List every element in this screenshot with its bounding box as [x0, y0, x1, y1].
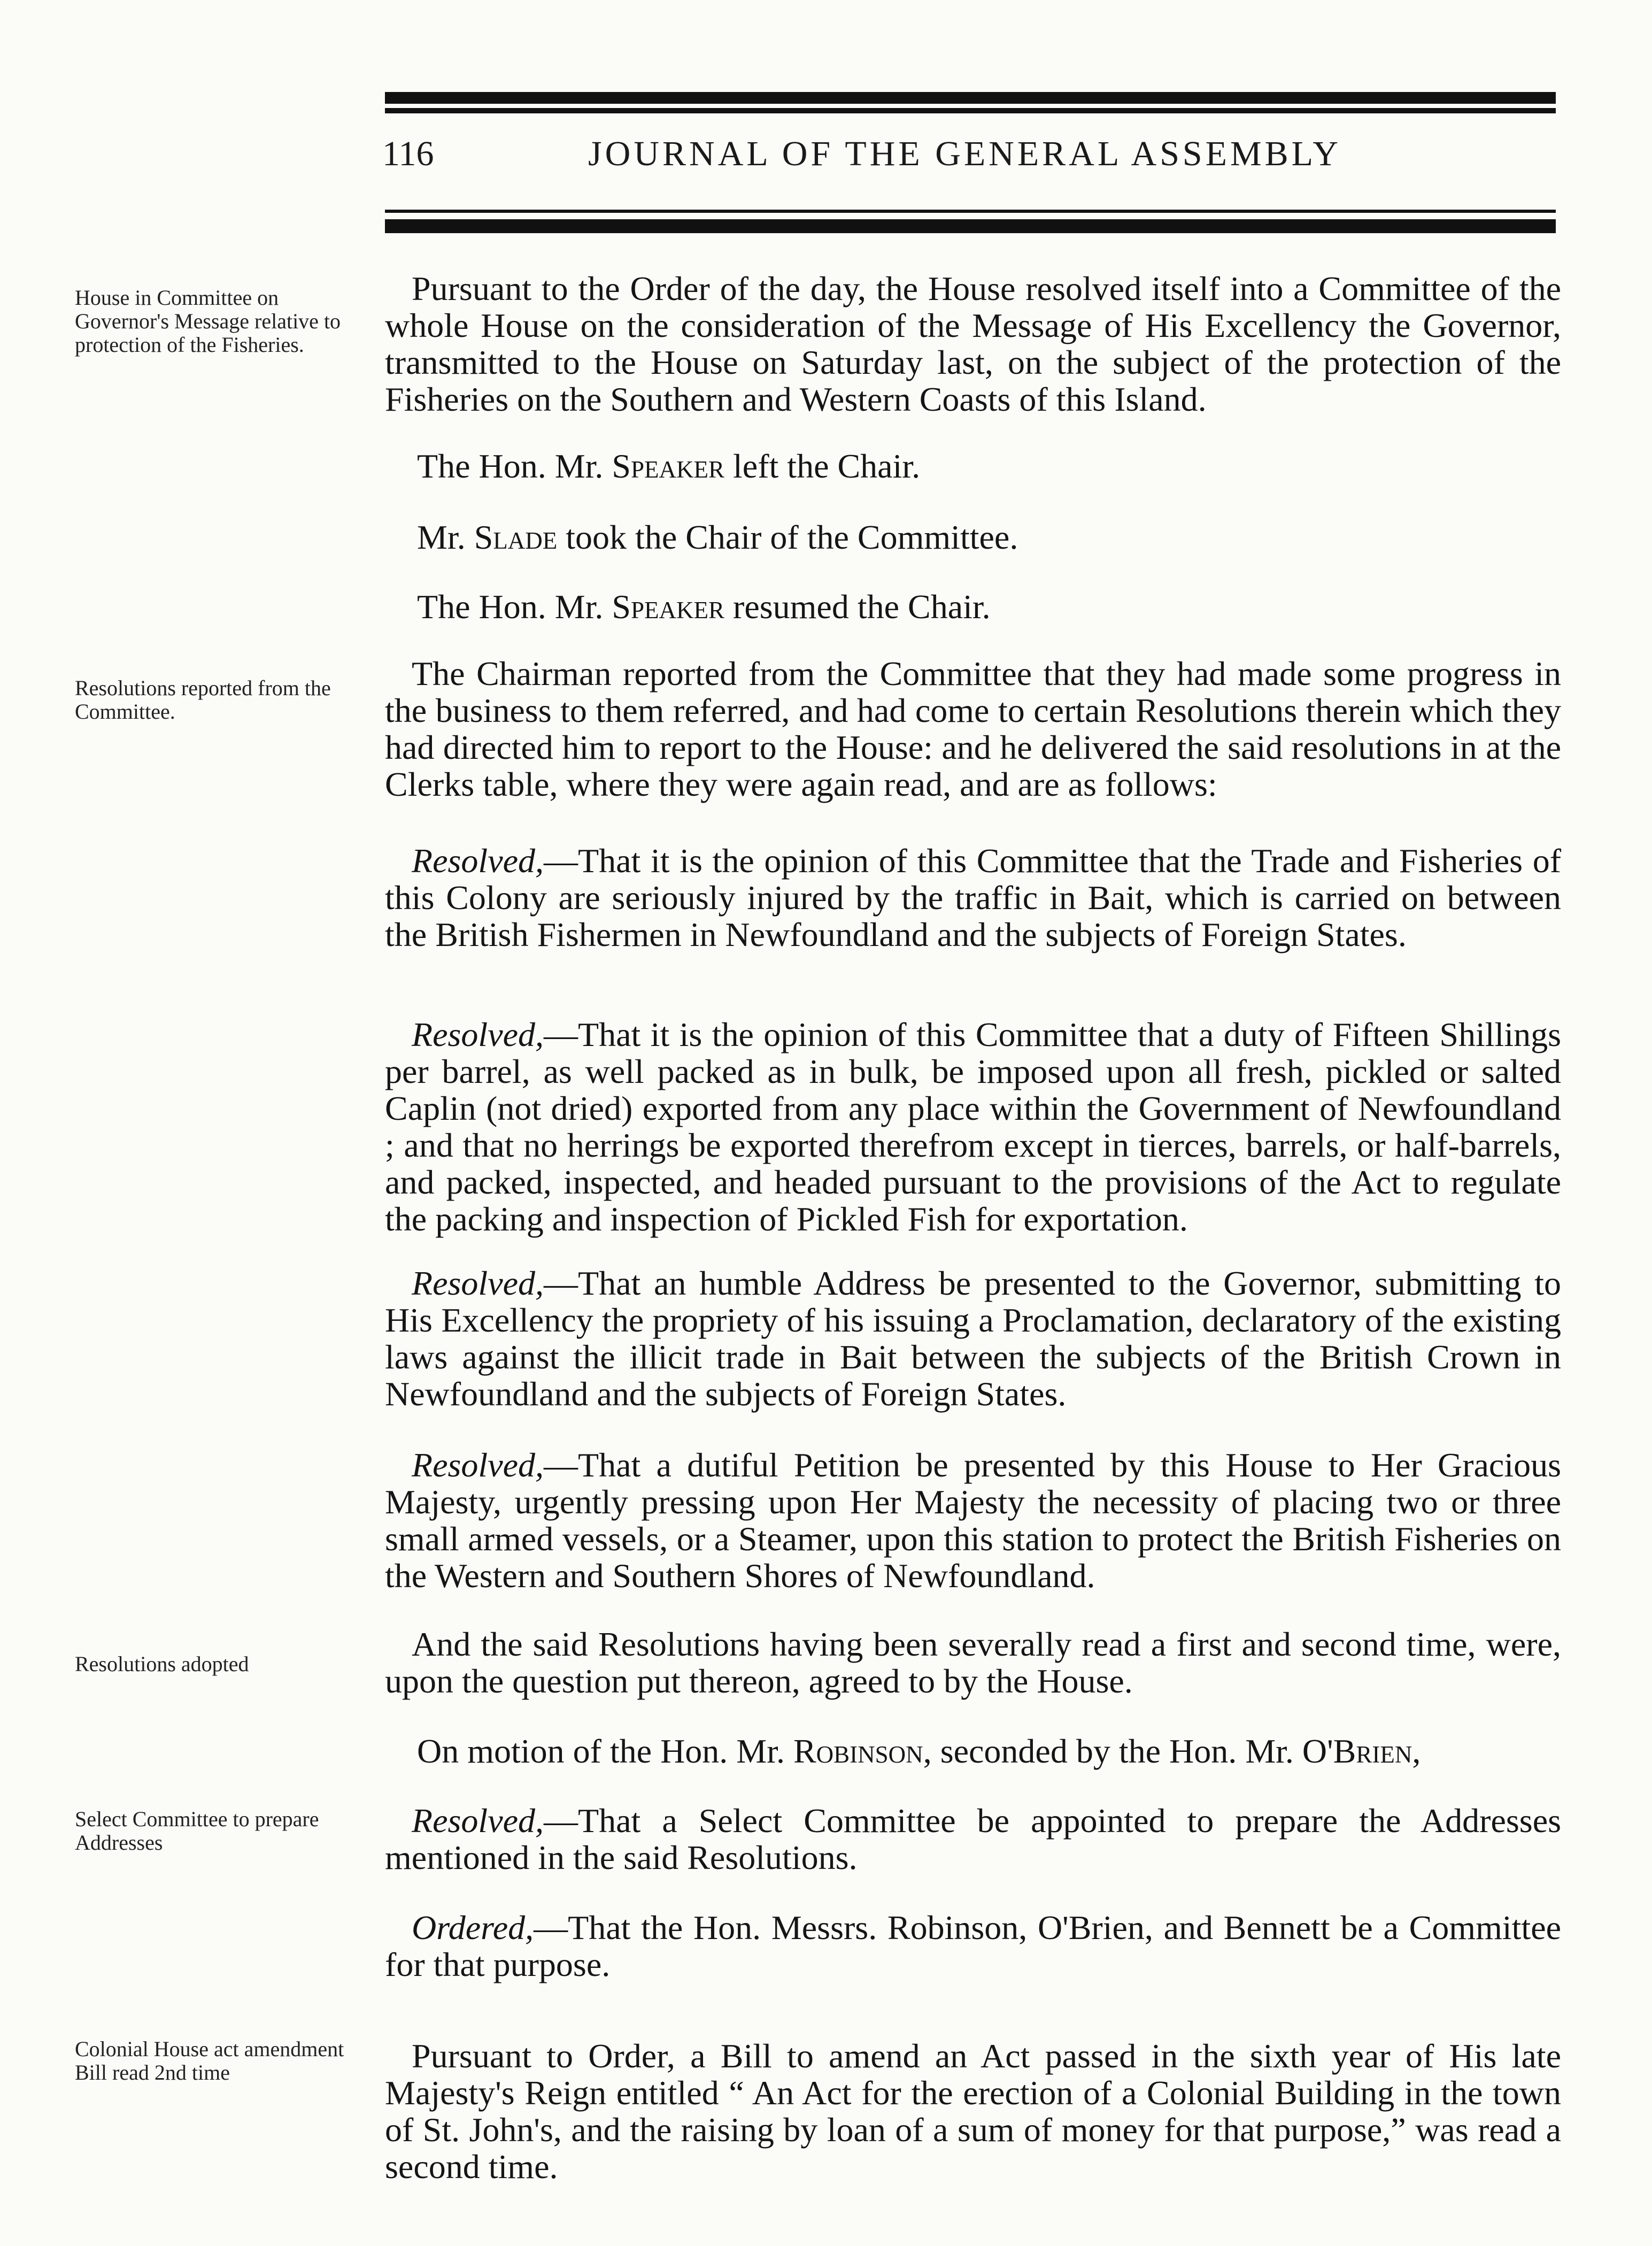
resolutions-agreed-paragraph: And the said Resolutions having been severally read a first and second time, were, upon the question put thereon, agreed to by the House. — [385, 1625, 1561, 1700]
speaker-resumed-line: The Hon. Mr. Speaker resumed the Chair. — [417, 588, 991, 626]
resolution-petition-majesty: Resolved,—That a dutiful Petition be presented by this House to Her Gracious Majesty, urgently pressing upon Her Majesty the necessity of placing two or three small armed vessels, or a Steamer, upon this station to protect the British Fisheries on the Western and Southern Shores of Newfoundland. — [385, 1446, 1561, 1595]
committee-paragraph: Pursuant to the Order of the day, the House resolved itself into a Committee of the whole House on the consideration of the Message of His Excellency the Governor, transmitted to the House on Saturday last, on the subject of the protection of the Fisheries on the Southern and Western Coasts of this Island. — [385, 270, 1561, 418]
margin-note-select-committee: Select Committee to prepare Addresses — [75, 1807, 319, 1855]
motion-line: On motion of the Hon. Mr. Robinson, seconded by the Hon. Mr. O'Brien, — [417, 1732, 1421, 1770]
speaker-left-line: The Hon. Mr. Speaker left the Chair. — [417, 447, 921, 485]
margin-note-committee: House in Committee on Governor's Message relative to protection of the Fisheries. — [75, 286, 341, 357]
top-double-rule — [385, 92, 1556, 108]
chairman-report-paragraph: The Chairman reported from the Committee that they had made some progress in the business to them referred, and had come to certain Resolutions therein which they had directed him to report to the House: and he delivered the said resolutions in at the Clerks table, where they were again read, and are as follows: — [385, 655, 1561, 803]
resolution-caplin-duty: Resolved,—That it is the opinion of this Committee that a duty of Fifteen Shillings per barrel, as well packed as in bulk, be imposed upon all fresh, pickled or salted Caplin (not dried) exported from any place within the Government of Newfoundland ; and that no herrings be exported therefrom except in tierces, barrels, or half-barrels, and packed, inspected, and headed pursuant to the provisions of the Act to regulate the packing and inspection of Pickled Fish for exportation. — [385, 1016, 1561, 1238]
running-title: JOURNAL OF THE GENERAL ASSEMBLY — [588, 134, 1342, 173]
resolution-bait-traffic: Resolved,—That it is the opinion of this Committee that the Trade and Fisheries of this Colony are seriously injured by the traffic in Bait, which is carried on between the British Fishermen in Newfoundland and the subjects of Foreign States. — [385, 842, 1561, 953]
margin-note-resolutions-reported: Resolutions reported from the Committee. — [75, 676, 331, 724]
order-committee-members: Ordered,—That the Hon. Messrs. Robinson, O'Brien, and Bennett be a Committee for that purpose. — [385, 1909, 1561, 1983]
page-number: 116 — [382, 134, 434, 173]
slade-chair-line: Mr. Slade took the Chair of the Committee. — [417, 518, 1018, 556]
margin-note-colonial-house-bill: Colonial House act amendment Bill read 2nd time — [75, 2037, 344, 2085]
resolution-address-governor: Resolved,—That an humble Address be presented to the Governor, submitting to His Excellency the propriety of his issuing a Proclamation, declaratory of the existing laws against the illicit trade in Bait between the subjects of the British Crown in Newfoundland and the subjects of Foreign States. — [385, 1264, 1561, 1413]
margin-note-resolutions-adopted: Resolutions adopted — [75, 1652, 249, 1676]
header-double-rule — [385, 219, 1556, 233]
bill-second-reading-paragraph: Pursuant to Order, a Bill to amend an Act passed in the sixth year of His late Majesty's Reign entitled “ An Act for the erection of a Colonial Building in the town of St. John's, and the raising by loan of a sum of money for that purpose,” was read a second time. — [385, 2037, 1561, 2186]
resolution-select-committee: Resolved,—That a Select Committee be appointed to prepare the Addresses mentioned in the said Resolutions. — [385, 1802, 1561, 1876]
